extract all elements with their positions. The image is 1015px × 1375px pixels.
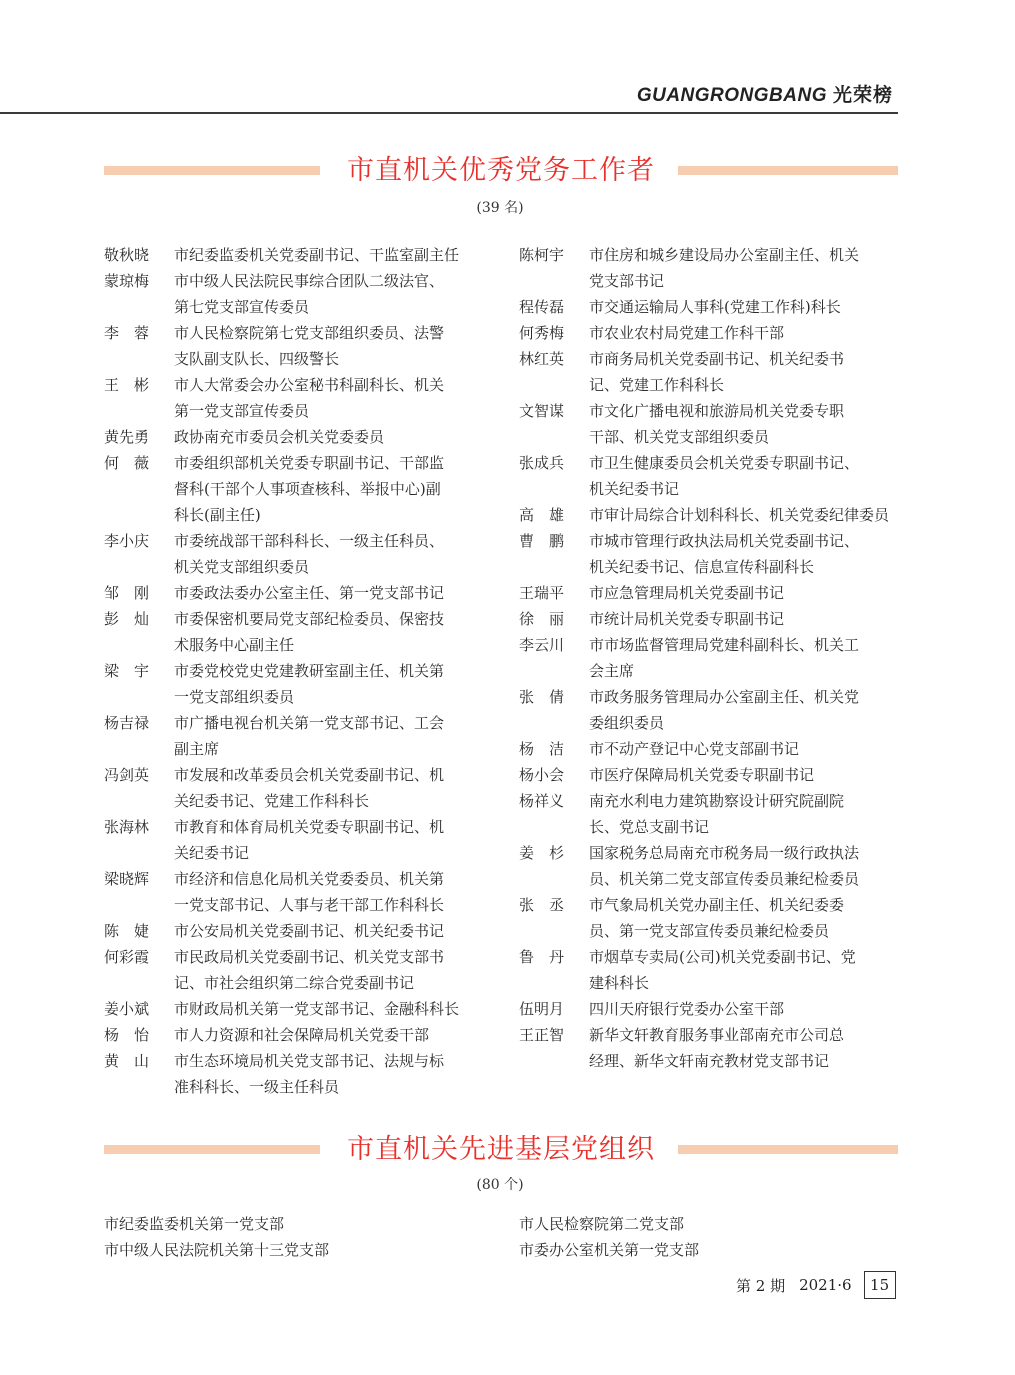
- role-line: 国家税务总局南充市税务局一级行政执法: [589, 844, 860, 862]
- person-name: 陈婕: [104, 922, 165, 940]
- roster-entry: [519, 346, 899, 398]
- person-role: [589, 502, 899, 528]
- person-name: 王彬: [104, 376, 165, 394]
- roster-entry: [104, 424, 484, 450]
- role-line: 市教育和体育局机关党委专职副书记、机: [174, 818, 445, 836]
- role-line: 记、党建工作科科长: [589, 376, 725, 394]
- section2-title-row: [104, 1132, 898, 1168]
- roster-entry: [104, 918, 484, 944]
- role-line: 市医疗保障局机关党委专职副书记: [589, 766, 815, 784]
- organization-item: 市纪委监委机关第一党支部: [104, 1215, 285, 1233]
- role-line: 科长(副主任): [174, 506, 261, 524]
- person-role: [589, 528, 899, 580]
- person-name: 林红英: [519, 350, 565, 368]
- person-role: [174, 424, 484, 450]
- organization-item: 市人民检察院第二党支部: [519, 1215, 685, 1233]
- role-line: 市文化广播电视和旅游局机关党委专职: [589, 402, 845, 420]
- role-line: 市住房和城乡建设局办公室副主任、机关: [589, 246, 860, 264]
- role-line: 第一党支部宣传委员: [174, 402, 310, 420]
- person-role: [589, 762, 899, 788]
- person-name: 程传磊: [519, 298, 565, 316]
- role-line: 关纪委书记、党建工作科科长: [174, 792, 370, 810]
- person-role: [174, 710, 484, 762]
- header-chinese-title: 光荣榜: [832, 85, 893, 106]
- role-line: 市统计局机关党委专职副书记: [589, 610, 785, 628]
- person-name: 邹刚: [104, 584, 165, 602]
- person-name: 黄先勇: [104, 428, 150, 446]
- person-name: 鲁丹: [519, 948, 580, 966]
- role-line: 机关党支部组织委员: [174, 558, 310, 576]
- person-name: 彭灿: [104, 610, 165, 628]
- issue-date: 2021·6: [799, 1276, 852, 1294]
- roster-entry: [519, 528, 899, 580]
- roster-entry: [104, 450, 484, 528]
- role-line: 市纪委监委机关党委副书记、干监室副主任: [174, 246, 460, 264]
- person-role: [589, 944, 899, 996]
- person-name: 黄山: [104, 1052, 165, 1070]
- person-name: 张成兵: [519, 454, 565, 472]
- person-role: [589, 580, 899, 606]
- roster-entry: [519, 684, 899, 736]
- role-line: 市委统战部干部科科长、一级主任科员、: [174, 532, 445, 550]
- roster-entry: [104, 372, 484, 424]
- person-role: [589, 242, 899, 294]
- person-name: 杨小会: [519, 766, 565, 784]
- person-name: 伍明月: [519, 1000, 565, 1018]
- role-line: 市财政局机关第一党支部书记、金融科科长: [174, 1000, 460, 1018]
- person-role: [174, 528, 484, 580]
- roster-entry: [104, 710, 484, 762]
- page-number: 15: [864, 1271, 896, 1299]
- person-role: [174, 1022, 484, 1048]
- person-name: 李小庆: [104, 532, 150, 550]
- person-name: 杨怡: [104, 1026, 165, 1044]
- role-line: 督科(干部个人事项查核科、举报中心)副: [174, 480, 441, 498]
- role-line: 市政务服务管理局办公室副主任、机关党: [589, 688, 860, 706]
- role-line: 市委组织部机关党委专职副书记、干部监: [174, 454, 445, 472]
- person-name: 梁宇: [104, 662, 165, 680]
- roster-entry: [519, 320, 899, 346]
- role-line: 市人力资源和社会保障局机关党委干部: [174, 1026, 430, 1044]
- person-name: 高雄: [519, 506, 580, 524]
- role-line: 市不动产登记中心党支部副书记: [589, 740, 800, 758]
- role-line: 市商务局机关党委副书记、机关纪委书: [589, 350, 845, 368]
- role-line: 一党支部组织委员: [174, 688, 295, 706]
- role-line: 新华文轩教育服务事业部南充市公司总: [589, 1026, 845, 1044]
- role-line: 市农业农村局党建工作科干部: [589, 324, 785, 342]
- role-line: 市委党校党史党建教研室副主任、机关第: [174, 662, 445, 680]
- role-line: 市委政法委办公室主任、第一党支部书记: [174, 584, 445, 602]
- role-line: 支队副支队长、四级警长: [174, 350, 340, 368]
- roster-entry: [519, 502, 899, 528]
- person-role: [589, 1022, 899, 1074]
- person-name: 姜杉: [519, 844, 580, 862]
- role-line: 市委保密机要局党支部纪检委员、保密技: [174, 610, 445, 628]
- roster-entry: [104, 580, 484, 606]
- section1-left-column: [104, 242, 484, 1100]
- person-name: 蒙琼梅: [104, 272, 150, 290]
- role-line: 建科科长: [589, 974, 650, 992]
- person-name: 文智谋: [519, 402, 565, 420]
- roster-entry: [519, 840, 899, 892]
- role-line: 长、党总支副书记: [589, 818, 710, 836]
- roster-entry: [519, 736, 899, 762]
- role-line: 党支部书记: [589, 272, 665, 290]
- person-name: 何秀梅: [519, 324, 565, 342]
- organization-item: 市委办公室机关第一党支部: [519, 1241, 700, 1259]
- roster-entry: [519, 892, 899, 944]
- roster-entry: [519, 996, 899, 1022]
- roster-entry: [519, 1022, 899, 1074]
- person-name: 杨吉禄: [104, 714, 150, 732]
- role-line: 市广播电视台机关第一党支部书记、工会: [174, 714, 445, 732]
- section2-title: 市直机关先进基层党组织: [347, 1134, 655, 1165]
- person-name: 李蓉: [104, 324, 165, 342]
- person-role: [589, 632, 899, 684]
- role-line: 市经济和信息化局机关党委委员、机关第: [174, 870, 445, 888]
- roster-entry: [104, 528, 484, 580]
- person-role: [589, 892, 899, 944]
- section1-title: 市直机关优秀党务工作者: [347, 155, 655, 186]
- section1-title-row: [104, 153, 898, 189]
- roster-entry: [104, 1022, 484, 1048]
- person-role: [589, 346, 899, 398]
- role-line: 市审计局综合计划科科长、机关党委纪律委员: [589, 506, 890, 524]
- organization-item: 市中级人民法院机关第十三党支部: [104, 1241, 330, 1259]
- role-line: 记、市社会组织第二综合党委副书记: [174, 974, 415, 992]
- role-line: 市卫生健康委员会机关党委专职副书记、: [589, 454, 860, 472]
- person-name: 张倩: [519, 688, 580, 706]
- roster-entry: [104, 606, 484, 658]
- roster-entry: [104, 814, 484, 866]
- roster-entry: [104, 944, 484, 996]
- role-line: 准科科长、一级主任科员: [174, 1078, 340, 1096]
- person-role: [174, 944, 484, 996]
- role-line: 市市场监督管理局党建科副科长、机关工: [589, 636, 860, 654]
- person-role: [589, 788, 899, 840]
- role-line: 市发展和改革委员会机关党委副书记、机: [174, 766, 445, 784]
- person-role: [174, 242, 484, 268]
- section2-right-column: [519, 1211, 699, 1263]
- person-role: [174, 762, 484, 814]
- role-line: 市烟草专卖局(公司)机关党委副书记、党: [589, 948, 856, 966]
- roster-entry: [519, 606, 899, 632]
- issue-number: 第 2 期: [736, 1276, 786, 1295]
- person-name: 曹鹏: [519, 532, 580, 550]
- roster-entry: [104, 320, 484, 372]
- roster-entry: [104, 762, 484, 814]
- header-rule: [0, 112, 898, 114]
- roster-entry: [104, 996, 484, 1022]
- person-role: [589, 450, 899, 502]
- person-role: [589, 736, 899, 762]
- roster-entry: [519, 944, 899, 996]
- role-line: 市公安局机关党委副书记、机关纪委书记: [174, 922, 445, 940]
- magazine-header: [637, 80, 893, 107]
- person-name: 姜小斌: [104, 1000, 150, 1018]
- person-role: [589, 320, 899, 346]
- person-name: 冯剑英: [104, 766, 150, 784]
- roster-entry: [519, 294, 899, 320]
- person-role: [174, 866, 484, 918]
- role-line: 市人民检察院第七党支部组织委员、法警: [174, 324, 445, 342]
- page-footer: [736, 1271, 896, 1299]
- person-role: [589, 294, 899, 320]
- person-role: [174, 658, 484, 710]
- role-line: 南充水利电力建筑勘察设计研究院副院: [589, 792, 845, 810]
- person-role: [174, 320, 484, 372]
- person-role: [174, 1048, 484, 1100]
- person-name: 杨祥义: [519, 792, 565, 810]
- role-line: 会主席: [589, 662, 635, 680]
- person-name: 张海林: [104, 818, 150, 836]
- role-line: 市生态环境局机关党支部书记、法规与标: [174, 1052, 445, 1070]
- roster-entry: [519, 762, 899, 788]
- role-line: 市交通运输局人事科(党建工作科)科长: [589, 298, 841, 316]
- person-role: [174, 996, 484, 1022]
- role-line: 术服务中心副主任: [174, 636, 295, 654]
- roster-entry: [104, 242, 484, 268]
- person-name: 杨洁: [519, 740, 580, 758]
- person-name: 李云川: [519, 636, 565, 654]
- roster-entry: [104, 1048, 484, 1100]
- role-line: 干部、机关党支部组织委员: [589, 428, 770, 446]
- role-line: 市城市管理行政执法局机关党委副书记、: [589, 532, 860, 550]
- role-line: 一党支部书记、人事与老干部工作科科长: [174, 896, 445, 914]
- roster-entry: [104, 866, 484, 918]
- role-line: 市中级人民法院民事综合团队二级法官、: [174, 272, 445, 290]
- role-line: 四川天府银行党委办公室干部: [589, 1000, 785, 1018]
- person-role: [589, 840, 899, 892]
- person-name: 何彩霞: [104, 948, 150, 966]
- role-line: 市人大常委会办公室秘书科副科长、机关: [174, 376, 445, 394]
- role-line: 员、机关第二党支部宣传委员兼纪检委员: [589, 870, 860, 888]
- section2-left-column: [104, 1211, 329, 1263]
- roster-entry: [519, 450, 899, 502]
- role-line: 关纪委书记: [174, 844, 250, 862]
- role-line: 委组织委员: [589, 714, 665, 732]
- person-role: [174, 580, 484, 606]
- roster-entry: [519, 242, 899, 294]
- person-role: [589, 606, 899, 632]
- section2-count: (80 个): [476, 1177, 524, 1193]
- role-line: 市民政局机关党委副书记、机关党支部书: [174, 948, 445, 966]
- role-line: 市气象局机关党办副主任、机关纪委委: [589, 896, 845, 914]
- person-name: 王正智: [519, 1026, 565, 1044]
- person-name: 陈柯宇: [519, 246, 565, 264]
- role-line: 机关纪委书记、信息宣传科副科长: [589, 558, 815, 576]
- role-line: 机关纪委书记: [589, 480, 680, 498]
- person-role: [174, 814, 484, 866]
- person-role: [589, 996, 899, 1022]
- person-name: 敬秋晓: [104, 246, 150, 264]
- role-line: 副主席: [174, 740, 220, 758]
- person-name: 何薇: [104, 454, 165, 472]
- person-role: [174, 450, 484, 528]
- roster-entry: [519, 632, 899, 684]
- roster-entry: [519, 580, 899, 606]
- roster-entry: [519, 398, 899, 450]
- roster-entry: [104, 268, 484, 320]
- person-role: [174, 268, 484, 320]
- role-line: 政协南充市委员会机关党委委员: [174, 428, 385, 446]
- person-name: 徐丽: [519, 610, 580, 628]
- header-english-title: GUANGRONGBANG: [636, 85, 827, 106]
- section1-right-column: [519, 242, 899, 1074]
- role-line: 经理、新华文轩南充教材党支部书记: [589, 1052, 830, 1070]
- person-role: [174, 372, 484, 424]
- person-role: [589, 684, 899, 736]
- person-name: 梁晓辉: [104, 870, 150, 888]
- person-role: [174, 606, 484, 658]
- person-role: [589, 398, 899, 450]
- roster-entry: [104, 658, 484, 710]
- role-line: 市应急管理局机关党委副书记: [589, 584, 785, 602]
- person-role: [174, 918, 484, 944]
- role-line: 员、第一党支部宣传委员兼纪检委员: [589, 922, 830, 940]
- role-line: 第七党支部宣传委员: [174, 298, 310, 316]
- section1-count: (39 名): [476, 200, 524, 216]
- roster-entry: [519, 788, 899, 840]
- person-name: 张丞: [519, 896, 580, 914]
- person-name: 王瑞平: [519, 584, 565, 602]
